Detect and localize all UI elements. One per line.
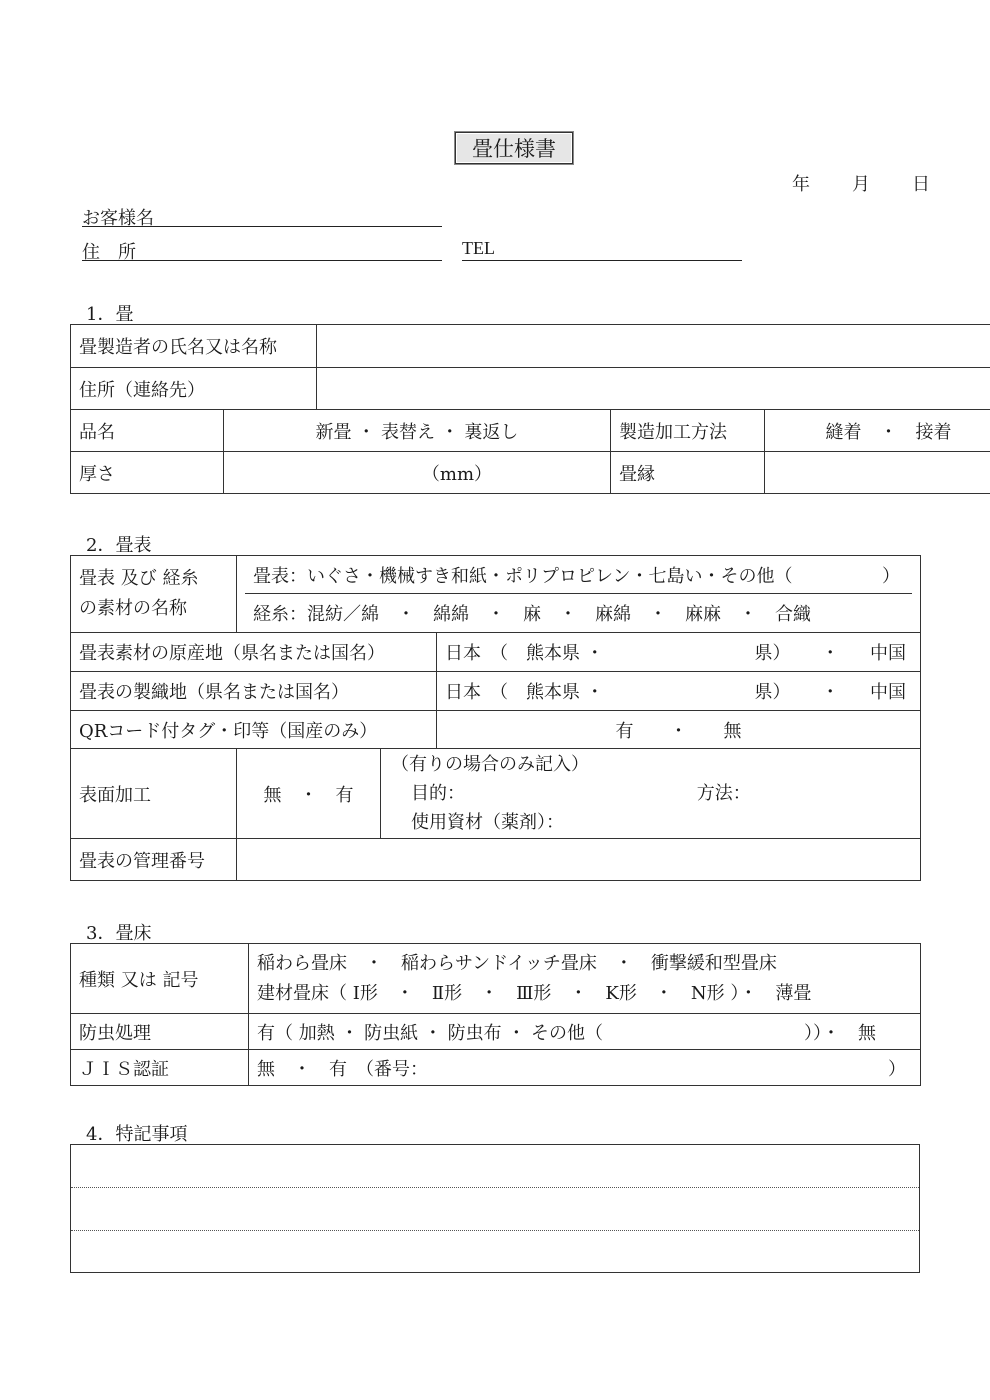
jis-close: ） xyxy=(888,1058,906,1080)
qr-options[interactable]: 有 ・ 無 xyxy=(437,711,921,749)
insect-options-text: 有（ 加熱 ・ 防虫紙 ・ 防虫布 ・ その他（ xyxy=(257,1022,604,1044)
jis-options-text: 無 ・ 有 （番号： xyxy=(257,1058,428,1080)
weave-dot: ・ xyxy=(821,682,840,703)
section-3-heading: 3．畳床 xyxy=(86,923,152,944)
tel-field[interactable] xyxy=(462,236,742,261)
address-label: 住 所 xyxy=(82,242,136,263)
omote-material-row[interactable] xyxy=(245,556,912,594)
origin-label: 畳表素材の原産地（県名または国名） xyxy=(71,633,437,672)
insect-options[interactable] xyxy=(249,1014,921,1050)
toko-table xyxy=(70,943,921,1086)
surface-purpose-label: 目的： xyxy=(411,783,465,804)
method-options[interactable]: 縫着 ・ 接着 xyxy=(765,410,990,452)
maker-field[interactable] xyxy=(317,325,990,368)
weave-china: 中国 xyxy=(870,682,907,703)
origin-dot: ・ xyxy=(821,643,840,664)
type-options[interactable] xyxy=(249,944,921,1014)
mgmt-field[interactable] xyxy=(237,839,921,881)
origin-china: 中国 xyxy=(870,643,907,664)
section-4-heading: 4．特記事項 xyxy=(86,1124,188,1145)
surface-label: 表面加工 xyxy=(71,749,237,839)
insect-options-close: ））・ 無 xyxy=(804,1022,876,1044)
product-options[interactable]: 新畳 ・ 表替え ・ 裏返し xyxy=(224,410,611,452)
type-label: 種類 又は 記号 xyxy=(71,944,249,1014)
insect-label: 防虫処理 xyxy=(71,1014,249,1050)
section-2-heading: 2．畳表 xyxy=(86,535,152,556)
product-label: 品名 xyxy=(71,410,224,452)
notes-line-2[interactable] xyxy=(71,1188,919,1231)
weave-pref: 県） xyxy=(754,682,791,703)
notes-box xyxy=(70,1144,920,1273)
surface-detail[interactable] xyxy=(381,749,921,839)
tel-label: TEL xyxy=(462,238,495,258)
thickness-unit: （mm） xyxy=(421,463,493,485)
origin-field[interactable] xyxy=(437,633,921,672)
edge-label: 畳縁 xyxy=(611,452,765,494)
mgmt-label: 畳表の管理番号 xyxy=(71,839,237,881)
thickness-label: 厚さ xyxy=(71,452,224,494)
surface-options[interactable]: 無 ・ 有 xyxy=(237,749,381,839)
jis-label: ＪＩＳ認証 xyxy=(71,1050,249,1086)
material-label xyxy=(71,556,237,633)
section-1-heading: 1．畳 xyxy=(86,304,134,325)
customer-name-label: お客様名 xyxy=(82,208,154,229)
origin-pref: 県） xyxy=(754,643,791,664)
notes-line-3[interactable] xyxy=(71,1231,919,1273)
document-title: 畳仕様書 xyxy=(455,132,573,164)
jis-options[interactable] xyxy=(249,1050,921,1086)
weave-field[interactable] xyxy=(437,672,921,711)
keito-material-row[interactable] xyxy=(245,594,912,632)
thickness-field[interactable] xyxy=(224,452,611,494)
notes-line-1[interactable] xyxy=(71,1145,919,1188)
method-label: 製造加工方法 xyxy=(611,410,765,452)
maker-label: 畳製造者の氏名又は名称 xyxy=(71,325,317,368)
date-day-label: 日 xyxy=(912,174,930,195)
qr-label: QRコード付タグ・印等（国産のみ） xyxy=(71,711,437,749)
maker-address-field[interactable] xyxy=(317,368,990,410)
type-options-line-2: 建材畳床（ Ⅰ形 ・ Ⅱ形 ・ Ⅲ形 ・ K形 ・ N形 ）・ 薄畳 xyxy=(257,982,812,1004)
tatami-table xyxy=(70,324,990,494)
date-month-label: 月 xyxy=(852,174,870,195)
weave-japan: 日本 （ 熊本県 ・ xyxy=(445,682,604,703)
type-options-line-1: 稲わら畳床 ・ 稲わらサンドイッチ畳床 ・ 衝撃緩和型畳床 xyxy=(257,952,777,974)
weave-label: 畳表の製織地（県名または国名） xyxy=(71,672,437,711)
edge-field[interactable] xyxy=(765,452,990,494)
omote-material-text: 畳表：いぐさ・機械すき和紙・ポリプロピレン・七島い・その他（ xyxy=(253,565,793,587)
date-year-label: 年 xyxy=(792,174,810,195)
material-label-line-2: の素材の名称 xyxy=(79,598,187,619)
surface-chemical-label: 使用資材（薬剤）： xyxy=(411,812,564,833)
keito-material-text: 経糸：混紡／綿 ・ 綿綿 ・ 麻 ・ 麻綿 ・ 麻麻 ・ 合織 xyxy=(253,604,811,625)
omote-table xyxy=(70,555,921,881)
origin-japan: 日本 （ 熊本県 ・ xyxy=(445,643,604,664)
surface-method-label: 方法： xyxy=(696,783,751,804)
material-label-line-1: 畳表 及び 経糸 xyxy=(79,568,199,589)
address-field[interactable] xyxy=(82,236,442,261)
customer-name-field[interactable] xyxy=(82,202,442,227)
material-cell xyxy=(237,556,921,633)
surface-note: （有りの場合のみ記入） xyxy=(391,754,589,775)
omote-material-close: ） xyxy=(882,565,901,587)
maker-address-label: 住所（連絡先） xyxy=(71,368,317,410)
